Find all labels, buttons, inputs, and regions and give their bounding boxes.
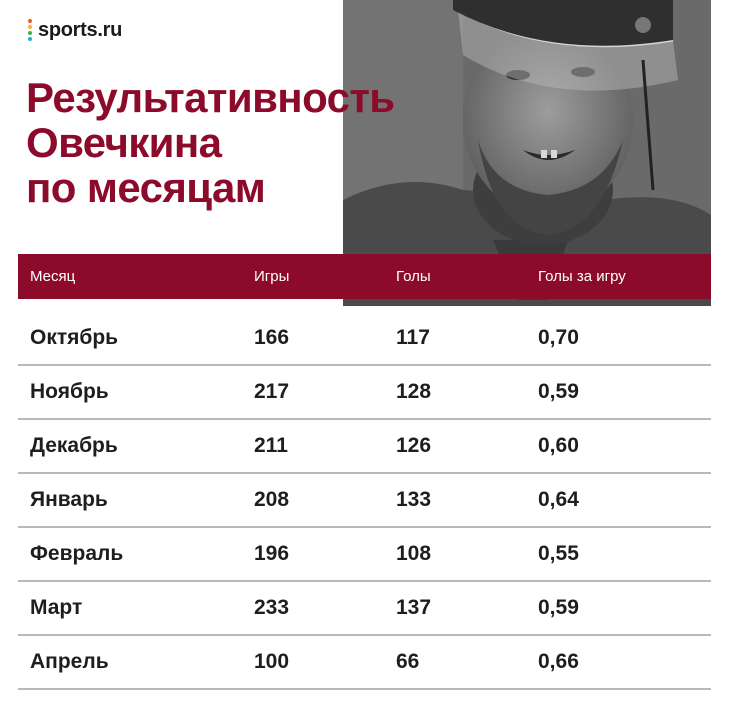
logo-dot	[28, 31, 32, 35]
cell-goals: 133	[396, 488, 432, 511]
logo-text: sports.ru	[38, 18, 122, 41]
cell-goals: 128	[396, 380, 432, 403]
cell-games: 196	[254, 542, 290, 565]
cell-goals: 126	[396, 434, 432, 457]
cell-goals-per-game: 0,59	[538, 380, 579, 403]
cell-month: Март	[30, 596, 83, 619]
cell-month: Февраль	[30, 542, 124, 565]
logo-dots-icon	[28, 19, 34, 41]
cell-goals-per-game: 0,55	[538, 542, 579, 565]
logo-dot	[28, 19, 32, 23]
cell-goals-per-game: 0,59	[538, 596, 579, 619]
cell-month: Октябрь	[30, 326, 119, 349]
cell-month: Январь	[30, 488, 108, 511]
cell-games: 100	[254, 650, 290, 673]
column-header-games: Игры	[254, 268, 290, 285]
table-row	[18, 636, 711, 690]
cell-games: 217	[254, 380, 290, 403]
title-line: по месяцам	[26, 164, 266, 211]
cell-games: 166	[254, 326, 290, 349]
logo-dot	[28, 25, 32, 29]
table-row	[18, 312, 711, 366]
table-row	[18, 582, 711, 636]
table-row	[18, 474, 711, 528]
page-title	[26, 75, 496, 210]
cell-month: Апрель	[30, 650, 109, 673]
cell-goals: 108	[396, 542, 432, 565]
cell-month: Декабрь	[30, 434, 118, 457]
row-divider	[18, 688, 711, 690]
cell-month: Ноябрь	[30, 380, 109, 403]
table-row	[18, 366, 711, 420]
table-header	[18, 254, 711, 299]
cell-goals-per-game: 0,64	[538, 488, 579, 511]
cell-goals: 137	[396, 596, 432, 619]
title-line: Результативность	[26, 74, 395, 121]
cell-goals-per-game: 0,70	[538, 326, 579, 349]
cell-games: 211	[254, 434, 288, 457]
logo-dot	[28, 37, 32, 41]
title-line: Овечкина	[26, 119, 222, 166]
column-header-month: Месяц	[30, 268, 76, 285]
column-header-goals: Голы	[396, 268, 431, 285]
cell-games: 208	[254, 488, 290, 511]
cell-goals: 66	[396, 650, 420, 673]
table-row	[18, 528, 711, 582]
cell-goals-per-game: 0,66	[538, 650, 579, 673]
cell-games: 233	[254, 596, 290, 619]
cell-goals: 117	[396, 326, 430, 349]
cell-goals-per-game: 0,60	[538, 434, 579, 457]
column-header-goals-per-game: Голы за игру	[538, 268, 626, 285]
table-row	[18, 420, 711, 474]
sports-ru-logo[interactable]	[28, 18, 122, 42]
